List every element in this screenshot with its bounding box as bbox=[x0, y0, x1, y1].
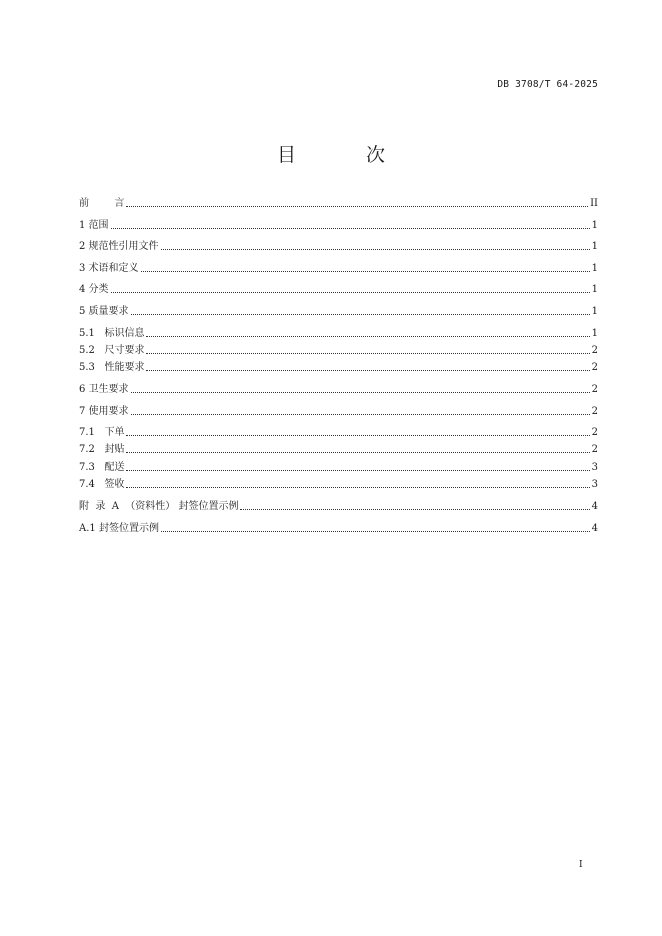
toc-entry-page: 2 bbox=[591, 345, 598, 356]
toc-entry-page: 1 bbox=[591, 328, 598, 339]
leader-dots bbox=[111, 228, 590, 229]
toc-entry-label: 7 使用要求 bbox=[79, 406, 129, 417]
toc-entry-label: 附 录 A （资料性） 封签位置示例 bbox=[79, 501, 239, 512]
toc-entry-page: 2 bbox=[591, 384, 598, 395]
toc-entry-page: 4 bbox=[591, 501, 598, 512]
leader-dots bbox=[131, 392, 590, 393]
leader-dots bbox=[131, 314, 590, 315]
toc-entry-scope[interactable] bbox=[79, 218, 598, 232]
toc-entry-page: 4 bbox=[591, 523, 598, 534]
toc-entry-page: 1 bbox=[591, 220, 598, 231]
toc-entry-page: 1 bbox=[591, 306, 598, 317]
leader-dots bbox=[131, 414, 590, 415]
page-number: I bbox=[579, 860, 583, 870]
leader-dots bbox=[146, 336, 589, 337]
toc-entry-label: 7.1 下单 bbox=[79, 427, 125, 438]
toc-entry-label: 前 言 bbox=[79, 198, 125, 209]
toc-entry-page: 2 bbox=[591, 444, 598, 455]
toc-entry-label: 6 卫生要求 bbox=[79, 384, 129, 395]
toc-entry-page: II bbox=[590, 198, 598, 209]
toc-entry-label: 5 质量要求 bbox=[79, 306, 129, 317]
toc-entry-label: 7.3 配送 bbox=[79, 462, 125, 473]
leader-dots bbox=[240, 509, 589, 510]
toc-entry-label: 5.2 尺寸要求 bbox=[79, 345, 145, 356]
toc-entry-5-1[interactable] bbox=[79, 326, 598, 340]
toc-entry-label: 3 术语和定义 bbox=[79, 263, 139, 274]
page-title: 目 次 bbox=[276, 144, 418, 166]
document-id: DB 3708/T 64-2025 bbox=[497, 79, 598, 90]
leader-dots bbox=[111, 292, 590, 293]
toc-entry-hygiene[interactable] bbox=[79, 382, 598, 396]
toc-entry-5-3[interactable] bbox=[79, 360, 598, 374]
toc-entry-label: 4 分类 bbox=[79, 284, 109, 295]
toc-entry-label: A.1 封签位置示例 bbox=[79, 523, 159, 534]
toc-entry-foreword[interactable] bbox=[79, 196, 598, 210]
toc-entry-7-4[interactable] bbox=[79, 477, 598, 491]
toc-entry-label: 2 规范性引用文件 bbox=[79, 241, 159, 252]
leader-dots bbox=[161, 249, 590, 250]
toc-entry-page: 2 bbox=[591, 406, 598, 417]
toc-entry-page: 2 bbox=[591, 427, 598, 438]
toc-entry-label: 5.1 标识信息 bbox=[79, 328, 145, 339]
toc-entry-normative-references[interactable] bbox=[79, 239, 598, 253]
toc-entry-page: 3 bbox=[591, 462, 598, 473]
toc-entry-label: 1 范围 bbox=[79, 220, 109, 231]
leader-dots bbox=[161, 531, 590, 532]
toc-entry-7-3[interactable] bbox=[79, 460, 598, 474]
toc-entry-terms[interactable] bbox=[79, 261, 598, 275]
toc-entry-page: 3 bbox=[591, 479, 598, 490]
leader-dots bbox=[141, 271, 590, 272]
toc-entry-a-1[interactable] bbox=[79, 521, 598, 535]
toc-entry-usage[interactable] bbox=[79, 404, 598, 418]
leader-dots bbox=[126, 435, 589, 436]
toc-entry-page: 1 bbox=[591, 241, 598, 252]
leader-dots bbox=[126, 470, 589, 471]
toc-entry-label: 5.3 性能要求 bbox=[79, 362, 145, 373]
leader-dots bbox=[126, 206, 588, 207]
toc-entry-page: 2 bbox=[591, 362, 598, 373]
toc-entry-classification[interactable] bbox=[79, 282, 598, 296]
toc-entry-page: 1 bbox=[591, 263, 598, 274]
leader-dots bbox=[146, 370, 589, 371]
toc-entry-5-2[interactable] bbox=[79, 343, 598, 357]
leader-dots bbox=[146, 353, 589, 354]
leader-dots bbox=[126, 452, 589, 453]
toc-entry-label: 7.4 签收 bbox=[79, 479, 125, 490]
toc-entry-7-1[interactable] bbox=[79, 425, 598, 439]
toc-entry-appendix-a[interactable] bbox=[79, 499, 598, 513]
leader-dots bbox=[126, 487, 589, 488]
toc-entry-page: 1 bbox=[591, 284, 598, 295]
toc-entry-7-2[interactable] bbox=[79, 442, 598, 456]
toc-entry-label: 7.2 封贴 bbox=[79, 444, 125, 455]
toc-entry-quality[interactable] bbox=[79, 304, 598, 318]
